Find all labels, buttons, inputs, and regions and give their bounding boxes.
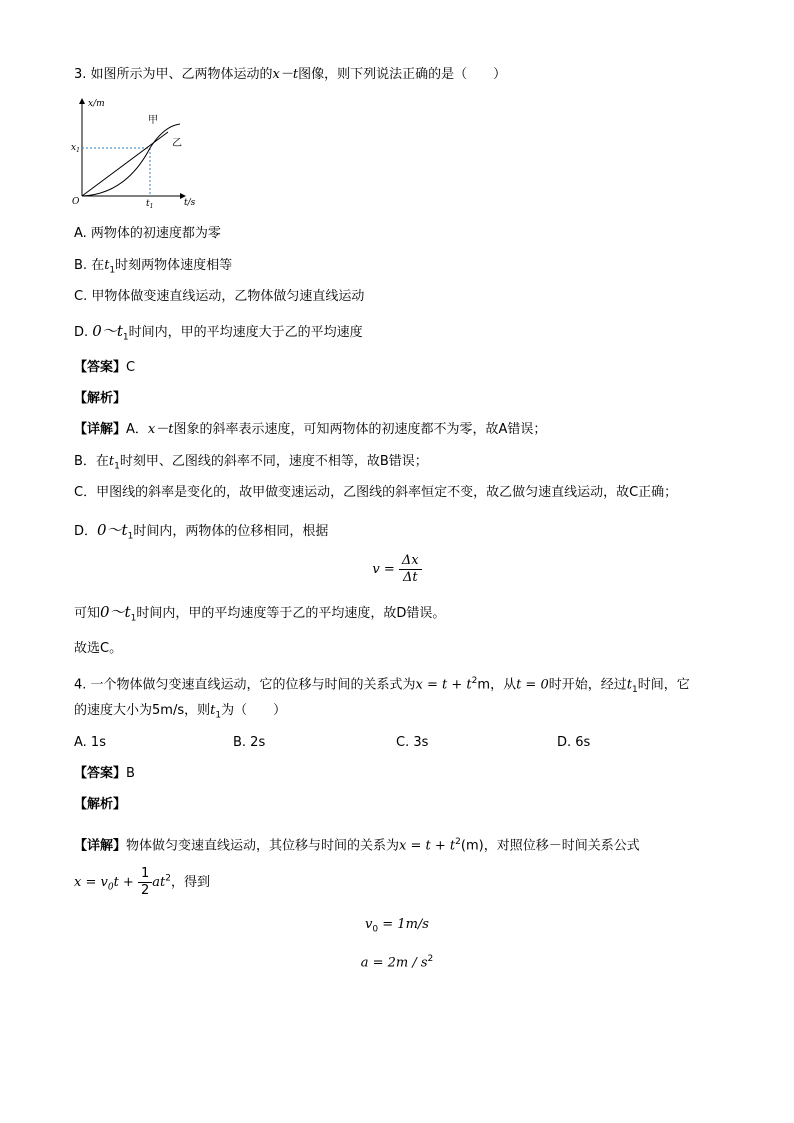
q4-option-d: D. 6s [557, 735, 591, 750]
q4-option-c: C. 3s [396, 735, 429, 750]
q3-option-b: B. 在$t_1$时刻两物体速度相等 [74, 258, 233, 276]
origin-label: O [72, 197, 80, 207]
q4-answer: 【答案】B [74, 766, 135, 781]
q3-choose: 故选C。 [74, 641, 123, 656]
q3-detail-b: B．在$t_1$时刻甲、乙图线的斜率不同，速度不相等，故B错误； [74, 454, 428, 472]
label-jia: 甲 [148, 115, 158, 126]
x-axis-label: t/s [184, 198, 196, 208]
q3-detail-d: D．$0\sim t_1$时间内，两物体的位移相同，根据 [74, 521, 329, 542]
q3-answer: 【答案】C [74, 360, 136, 375]
q4-option-b: B. 2s [233, 735, 266, 750]
q4-detail-line1: 【详解】物体做匀变速直线运动，其位移与时间的关系为$x = t + t^2(m)$，对照位移－时间关系公式 [74, 837, 640, 854]
x1-label: $x_1$ [71, 143, 80, 154]
q3-option-d: D. $0\sim t_1$时间内，甲的平均速度大于乙的平均速度 [74, 322, 363, 343]
q4-result-v0: $v_0 = 1m/s$ [365, 917, 429, 935]
q3-formula: v = $\frac{\Delta x}{\Delta t}$ [0, 553, 794, 586]
x-t-graph [68, 96, 198, 208]
curve-jia [82, 132, 168, 196]
q4-analysis-tag: 【解析】 [74, 797, 127, 812]
q3-stem: 3. 如图所示为甲、乙两物体运动的x－t图像，则下列说法正确的是（ ） [74, 67, 507, 82]
y-axis-arrow [79, 98, 85, 104]
label-yi: 乙 [172, 138, 182, 149]
q3-detail-a: 【详解】A．x－t图象的斜率表示速度，可知两物体的初速度都不为零，故A错误； [74, 422, 547, 437]
q3-conclusion: 可知$0\sim t_1$时间内，甲的平均速度等于乙的平均速度，故D错误。 [74, 603, 446, 624]
q3-analysis-tag: 【解析】 [74, 391, 127, 406]
q4-stem-line1: 4. 一个物体做匀变速直线运动，它的位移与时间的关系式为$x = t + t^2m$，从t = 0时开始，经过$t_1$时间，它 [74, 676, 690, 695]
y-axis-label: x/m [88, 99, 105, 109]
q4-option-a: A. 1s [74, 735, 106, 750]
q3-detail-c: C．甲图线的斜率是变化的，故甲做变速运动，乙图线的斜率恒定不变，故乙做匀速直线运动，故C正确； [74, 485, 678, 500]
q4-result-a: $a = 2m / s^2$ [360, 954, 434, 971]
q3-option-a: A. 两物体的初速度都为零 [74, 226, 221, 241]
t1-label: $t_1$ [146, 199, 154, 208]
q4-stem-line2: 的速度大小为5m/s，则$t_1$为（ ） [74, 703, 287, 721]
q3-option-c: C. 甲物体做变速直线运动，乙物体做匀速直线运动 [74, 289, 365, 304]
q4-detail-line2: $x = v_0t$ + $\frac{1}{2}$ $at^2$，得到 [74, 866, 210, 898]
